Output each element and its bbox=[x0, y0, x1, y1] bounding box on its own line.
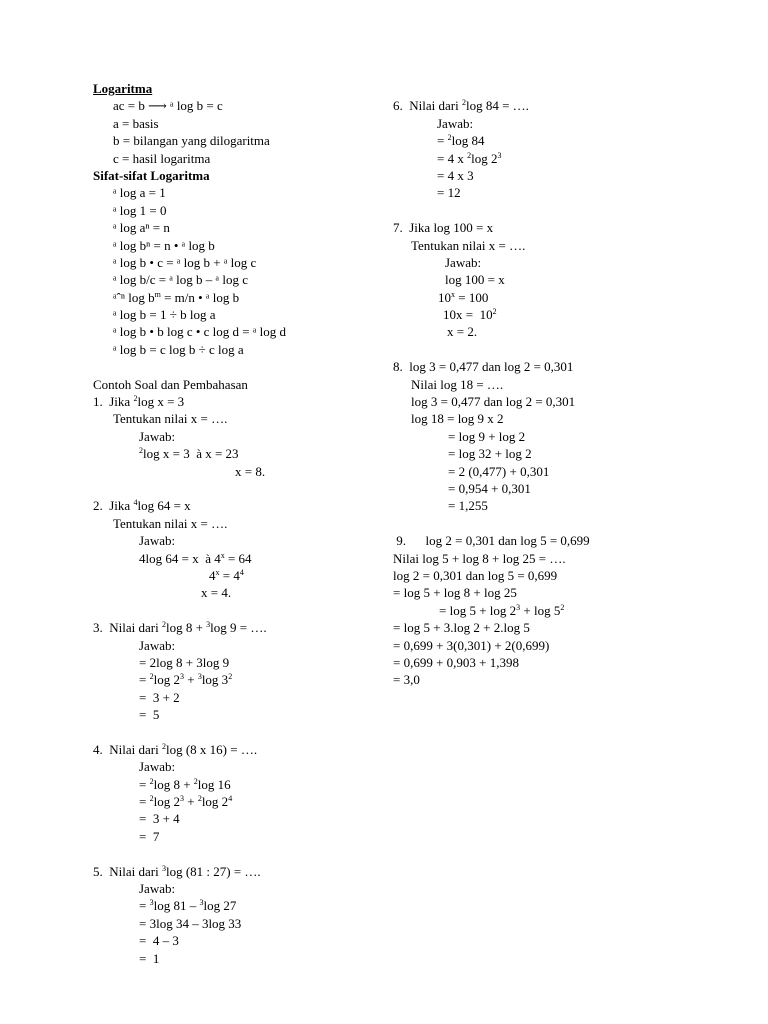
answer-line: = 0,699 + 3(0,301) + 2(0,699) bbox=[393, 637, 550, 653]
question-4: 4. Nilai dari $^2$log (8 x 16) = …. bbox=[93, 741, 258, 757]
heading-logaritma: Logaritma bbox=[93, 81, 153, 96]
answer-line: = $^2$log 8 + $^2$log 16 bbox=[139, 776, 231, 792]
answer-line: = 12 bbox=[437, 185, 461, 201]
jawab-label: Jawab: bbox=[139, 637, 176, 653]
answer-line: $10^x = 100$ bbox=[438, 289, 489, 305]
answer-line: log 3 = 0,477 dan log 2 = 0,301 bbox=[411, 394, 576, 410]
answer-line: = 5 bbox=[139, 707, 160, 723]
question-ask: Tentukan nilai x = …. bbox=[411, 237, 526, 253]
answer-line: $^2$log x = 3 à x = 23 bbox=[139, 446, 239, 462]
left-column bbox=[93, 80, 383, 967]
property-line: ᵃˆⁿ $\log b^m = m/n$ • ᵃ log b bbox=[113, 289, 240, 305]
answer-line: = log 9 + log 2 bbox=[448, 428, 526, 444]
answer-line: log 2 = 0,301 dan log 5 = 0,699 bbox=[393, 567, 558, 583]
answer-line: = 0,954 + 0,301 bbox=[448, 480, 531, 496]
answer-line: = $^3$log 81 – $^3$log 27 bbox=[139, 898, 237, 914]
question-ask: Nilai log 5 + log 8 + log 25 = …. bbox=[393, 550, 566, 566]
answer-line: = log 5 + 3.log 2 + 2.log 5 bbox=[393, 620, 530, 636]
answer-line: = 2log 8 + 3log 9 bbox=[139, 654, 230, 670]
heading-sifat: Sifat-sifat Logaritma bbox=[93, 167, 210, 183]
question-6: 6. Nilai dari $^2$log 84 = …. bbox=[393, 98, 529, 114]
question-ask: Tentukan nilai x = …. bbox=[113, 515, 228, 531]
answer-line: = 4 – 3 bbox=[139, 933, 179, 949]
definition-line: ac = b ⟶ ᵃ log b = c bbox=[113, 98, 223, 114]
answer-line: x = 4. bbox=[201, 585, 232, 601]
question-8: 8. log 3 = 0,477 dan log 2 = 0,301 bbox=[393, 359, 574, 375]
question-9: 9. log 2 = 0,301 dan log 5 = 0,699 bbox=[393, 533, 590, 549]
answer-line: log 18 = log 9 x 2 bbox=[411, 411, 504, 427]
answer-line: = $^2$log $2^3 + ^3\log$ $3^2$ bbox=[139, 672, 233, 688]
property-line: ᵃ log 1 = 0 bbox=[113, 202, 167, 218]
definition-line: a = basis bbox=[113, 115, 159, 131]
answer-line: = 3 + 2 bbox=[139, 689, 180, 705]
answer-line: = log 32 + log 2 bbox=[448, 446, 532, 462]
property-line: ᵃ log b = c log b ÷ c log a bbox=[113, 341, 244, 357]
answer-line: = 1,255 bbox=[448, 498, 488, 514]
property-line: ᵃ log b = 1 ÷ b log a bbox=[113, 307, 216, 323]
answer-line: = 1 bbox=[139, 950, 160, 966]
answer-line: = $^2$log 84 bbox=[437, 133, 485, 149]
answer-line: = 4 x $^2$log $2^3$ bbox=[437, 150, 502, 166]
property-line: ᵃ log b/c = ᵃ log b – ᵃ log c bbox=[113, 272, 248, 288]
question-ask: Tentukan nilai x = …. bbox=[113, 411, 228, 427]
answer-line: = $^2$log $2^3 + ^2\log$ $2^4$ bbox=[139, 794, 233, 810]
answer-line: $4^x = 4^4$ bbox=[209, 567, 244, 583]
jawab-label: Jawab: bbox=[139, 880, 176, 896]
definition-line: c = hasil logaritma bbox=[113, 150, 211, 166]
answer-line: = 4 x 3 bbox=[437, 167, 474, 183]
jawab-label: Jawab: bbox=[139, 428, 176, 444]
property-line: ᵃ log a = 1 bbox=[113, 185, 166, 201]
property-line: ᵃ log bⁿ = n • ᵃ log b bbox=[113, 237, 215, 253]
jawab-label: Jawab: bbox=[437, 115, 474, 131]
answer-line: = 3 + 4 bbox=[139, 811, 180, 827]
answer-line: = $\log 5 + \log 2^3 + \log 5^2$ bbox=[439, 602, 565, 618]
jawab-label: Jawab: bbox=[139, 759, 176, 775]
question-ask: Nilai log 18 = …. bbox=[411, 376, 504, 392]
question-7: 7. Jika log 100 = x bbox=[393, 220, 494, 236]
property-line: ᵃ log b • b log c • c log d = ᵃ log d bbox=[113, 324, 287, 340]
heading-contoh: Contoh Soal dan Pembahasan bbox=[93, 376, 248, 392]
question-1: 1. Jika $^2$log x = 3 bbox=[93, 394, 185, 410]
question-2: 2. Jika $^4$log 64 = x bbox=[93, 498, 191, 514]
answer-line: x = 2. bbox=[447, 324, 478, 340]
question-3: 3. Nilai dari $^2$log 8 + $^3$log 9 = …. bbox=[93, 620, 267, 636]
jawab-label: Jawab: bbox=[139, 533, 176, 549]
answer-line: = 7 bbox=[139, 828, 160, 844]
definition-line: b = bilangan yang dilogaritma bbox=[113, 133, 270, 149]
right-column bbox=[393, 80, 743, 689]
answer-line: = 3,0 bbox=[393, 672, 420, 688]
answer-line: = log 5 + log 8 + log 25 bbox=[393, 585, 517, 601]
answer-line: = 2 (0,477) + 0,301 bbox=[448, 463, 550, 479]
jawab-label: Jawab: bbox=[445, 254, 482, 270]
answer-line: x = 8. bbox=[235, 463, 266, 479]
answer-line: 4log 64 = x à $4^x = 64$ bbox=[139, 550, 252, 566]
property-line: ᵃ log aⁿ = n bbox=[113, 220, 170, 236]
question-5: 5. Nilai dari $^3$log (81 : 27) = …. bbox=[93, 863, 261, 879]
answer-line: log 100 = x bbox=[445, 272, 505, 288]
property-line: ᵃ log b • c = ᵃ log b + ᵃ log c bbox=[113, 254, 257, 270]
answer-line: $10x = 10^2$ bbox=[443, 307, 497, 323]
answer-line: = 0,699 + 0,903 + 1,398 bbox=[393, 654, 519, 670]
answer-line: = 3log 34 – 3log 33 bbox=[139, 915, 242, 931]
